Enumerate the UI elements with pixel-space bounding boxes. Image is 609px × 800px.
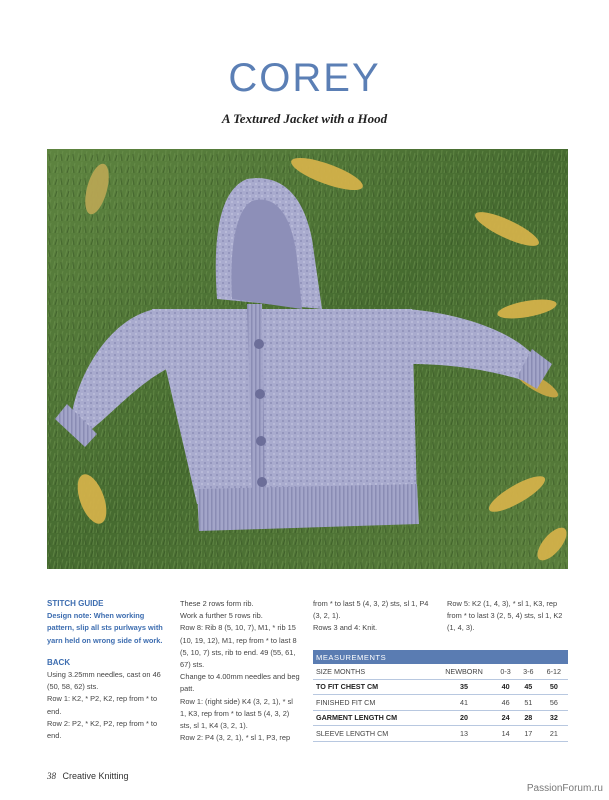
cell: 0-3 bbox=[494, 664, 517, 679]
cell: NEWBORN bbox=[434, 664, 494, 679]
cell: 17 bbox=[517, 726, 540, 742]
cell: 6-12 bbox=[540, 664, 568, 679]
measurements-table bbox=[313, 650, 568, 742]
cell: 41 bbox=[434, 695, 494, 711]
column-2 bbox=[180, 598, 300, 744]
column-4 bbox=[447, 598, 565, 635]
row-label: FINISHED FIT CM bbox=[313, 695, 434, 711]
table-row bbox=[313, 726, 568, 742]
cell: 3-6 bbox=[517, 664, 540, 679]
row-label: SIZE MONTHS bbox=[313, 664, 434, 679]
instruction-line: Row 5: K2 (1, 4, 3), * sl 1, K3, rep from * to last 3 (2, 5, 4) sts, sl 1, K2 (1, 4, 3). bbox=[447, 599, 563, 633]
cell: 24 bbox=[494, 710, 517, 726]
cell: 51 bbox=[517, 695, 540, 711]
column-3 bbox=[313, 598, 433, 635]
instruction-line: Rows 3 and 4: Knit. bbox=[313, 623, 378, 633]
product-photo bbox=[47, 149, 568, 569]
page-title: COREY bbox=[228, 56, 381, 100]
back-heading: BACK bbox=[47, 657, 71, 667]
cell: 56 bbox=[540, 695, 568, 711]
instruction-line: Row 1: (right side) K4 (3, 2, 1), * sl 1, K3, rep from * to last 5 (4, 3, 2) sts, sl 1, K4 (3, 2, 1). bbox=[180, 696, 293, 731]
cell: 20 bbox=[434, 710, 494, 726]
instruction-line: Row 1: K2, * P2, K2, rep from * to end. bbox=[47, 694, 158, 716]
instruction-line: These 2 rows form rib. bbox=[180, 599, 254, 608]
column-1 bbox=[47, 598, 165, 742]
magazine-name: Creative Knitting bbox=[62, 771, 129, 781]
design-note: Design note: When working pattern, slip all sts purlways with yarn held on wrong side of work. bbox=[47, 611, 163, 645]
cell: 46 bbox=[494, 695, 517, 711]
instruction-line: Row 8: Rib 8 (5, 10, 7), M1, * rib 15 (10, 19, 12), M1, rep from * to last 8 (5, 10, 7) sts, rib to end. 49 (55, 61, 67) sts. bbox=[180, 623, 297, 670]
instruction-line: Row 2: P2, * K2, P2, rep from * to end. bbox=[47, 718, 158, 741]
cell: 32 bbox=[540, 710, 568, 726]
table-row bbox=[313, 710, 568, 726]
stitch-guide-heading: STITCH GUIDE bbox=[47, 599, 104, 608]
cell: 50 bbox=[540, 679, 568, 695]
row-label: SLEEVE LENGTH CM bbox=[313, 726, 434, 742]
cell: 13 bbox=[434, 726, 494, 742]
hooded-jacket-illustration bbox=[47, 149, 568, 569]
row-label: TO FIT CHEST CM bbox=[313, 679, 434, 695]
table-row bbox=[313, 695, 568, 711]
instruction-line: Row 2: P4 (3, 2, 1), * sl 1, P3, rep bbox=[180, 733, 291, 743]
page-subtitle: A Textured Jacket with a Hood bbox=[221, 111, 388, 126]
page-footer bbox=[47, 771, 129, 781]
instruction-line: Work a further 5 rows rib. bbox=[180, 611, 263, 621]
cell: 14 bbox=[494, 726, 517, 742]
cell: 45 bbox=[517, 679, 540, 695]
cell: 40 bbox=[494, 679, 517, 695]
watermark: PassionForum.ru bbox=[526, 783, 603, 794]
table-row bbox=[313, 664, 568, 679]
cell: 35 bbox=[434, 679, 494, 695]
page-number: 38 bbox=[47, 771, 56, 781]
cell: 21 bbox=[540, 726, 568, 742]
table-row bbox=[313, 679, 568, 695]
instruction-line: Using 3.25mm needles, cast on 46 (50, 58, 62) sts. bbox=[47, 670, 161, 692]
cell: 28 bbox=[517, 710, 540, 726]
row-label: GARMENT LENGTH CM bbox=[313, 710, 434, 726]
measurements-heading: MEASUREMENTS bbox=[313, 650, 568, 664]
instruction-line: Change to 4.00mm needles and beg patt. bbox=[180, 672, 300, 694]
instruction-line: from * to last 5 (4, 3, 2) sts, sl 1, P4 (3, 2, 1). bbox=[313, 599, 429, 621]
